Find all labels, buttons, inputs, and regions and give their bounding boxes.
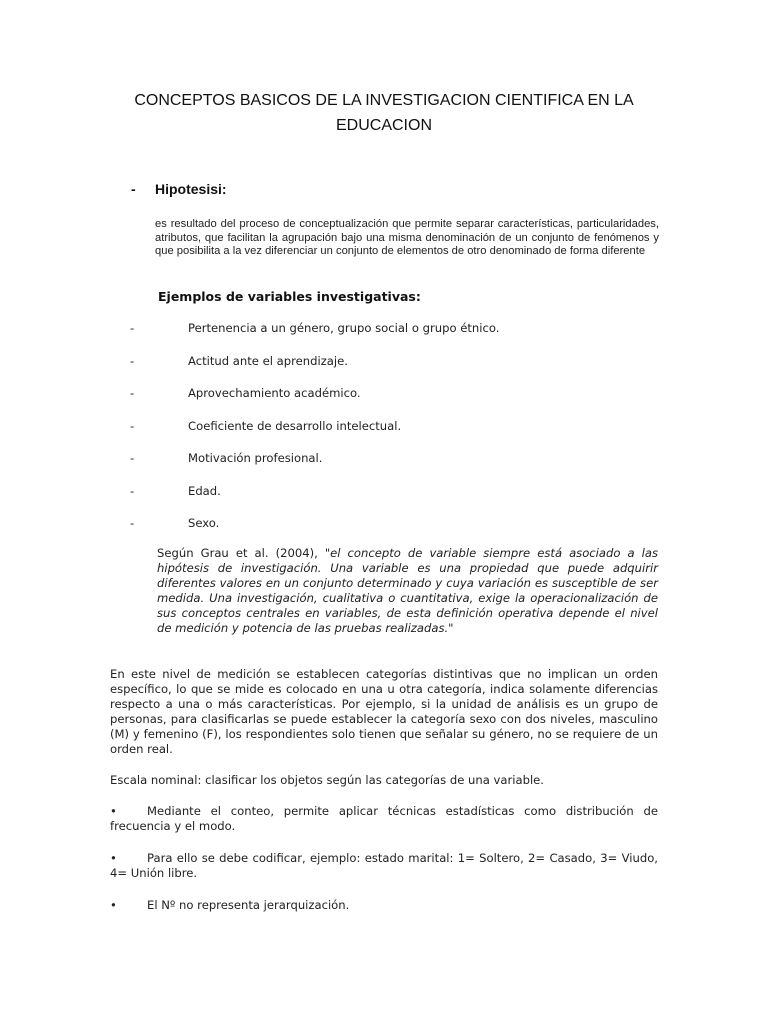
list-bullet: - [130, 451, 135, 465]
list-item-text: Pertenencia a un género, grupo social o grupo étnico. [188, 321, 500, 335]
bullet-point-text: Para ello se debe codificar, ejemplo: estado marital: 1= Soltero, 2= Casado, 3= Viudo, 4= Unión libre. [110, 851, 658, 880]
quote-intro: Según Grau et al. (2004), [157, 546, 325, 560]
list-bullet: - [130, 516, 135, 530]
list-item-text: Motivación profesional. [188, 451, 323, 465]
bullet-point-text: El Nº no representa jerarquización. [147, 898, 350, 912]
bullet-point [110, 898, 658, 913]
list-bullet: - [130, 483, 135, 498]
measurement-paragraph: En este nivel de medición se establecen categorías distintivas que no implican un orden específico, lo que se mide es colocado en una u otra categoría, indica solamente diferencias respecto a una o más características. Por ejemplo, si la unidad de análisis es un grupo de personas, para clasificarlas se puede establecer la categoría sexo con dos niveles, masculino (M) y femenino (F), los respondientes solo tienen que señalar su género, no se requiere de un orden real. [110, 667, 658, 756]
examples-heading: Ejemplos de variables investigativas: [158, 289, 421, 304]
section-heading [131, 181, 227, 197]
bullet-point [110, 851, 658, 881]
list-item-text: Actitud ante el aprendizaje. [188, 353, 348, 368]
list-item-text: Aprovechamiento académico. [188, 386, 361, 400]
heading-text: Hipotesisi: [155, 181, 227, 197]
quote-paragraph [157, 546, 658, 636]
list-bullet: - [130, 386, 135, 400]
definition-paragraph: es resultado del proceso de conceptualización que permite separar características, particularidades, atributos, que facilitan la agrupación bajo una misma denominación de un conjunto de fenómenos y que posibilita a la vez diferenciar un conjunto de elementos de otro denominado de forma diferente [155, 218, 659, 257]
list-item-text: Edad. [188, 483, 221, 498]
bullet-dot: • [110, 898, 117, 912]
nominal-scale-paragraph: Escala nominal: clasificar los objetos según las categorías de una variable. [110, 773, 544, 787]
list-item-text: Coeficiente de desarrollo intelectual. [188, 418, 402, 433]
list-bullet: - [130, 321, 135, 335]
bullet-point [110, 804, 658, 834]
list-bullet: - [130, 418, 135, 433]
bullet-dot: • [110, 851, 117, 865]
list-item-text: Sexo. [188, 516, 220, 530]
heading-dash: - [131, 181, 136, 197]
list-bullet: - [130, 353, 135, 368]
document-title: CONCEPTOS BASICOS DE LA INVESTIGACION CIENTIFICA EN LA EDUCACION [134, 92, 634, 134]
quote-text: "el concepto de variable siempre está asociado a las hipótesis de investigación. Una variable es una propiedad que puede adquirir diferentes valores en un conjunto determinado y cuya variación es susceptible de ser medida. Una investigación, cualitativa o cuantitativa, exige la operacionalización de sus conceptos centrales en variables, de esta definición operativa depende el nivel de medición y potencia de las pruebas realizadas." [157, 546, 658, 635]
bullet-point-text: Mediante el conteo, permite aplicar técnicas estadísticas como distribución de frecuencia y el modo. [110, 804, 658, 833]
bullet-dot: • [110, 804, 117, 818]
